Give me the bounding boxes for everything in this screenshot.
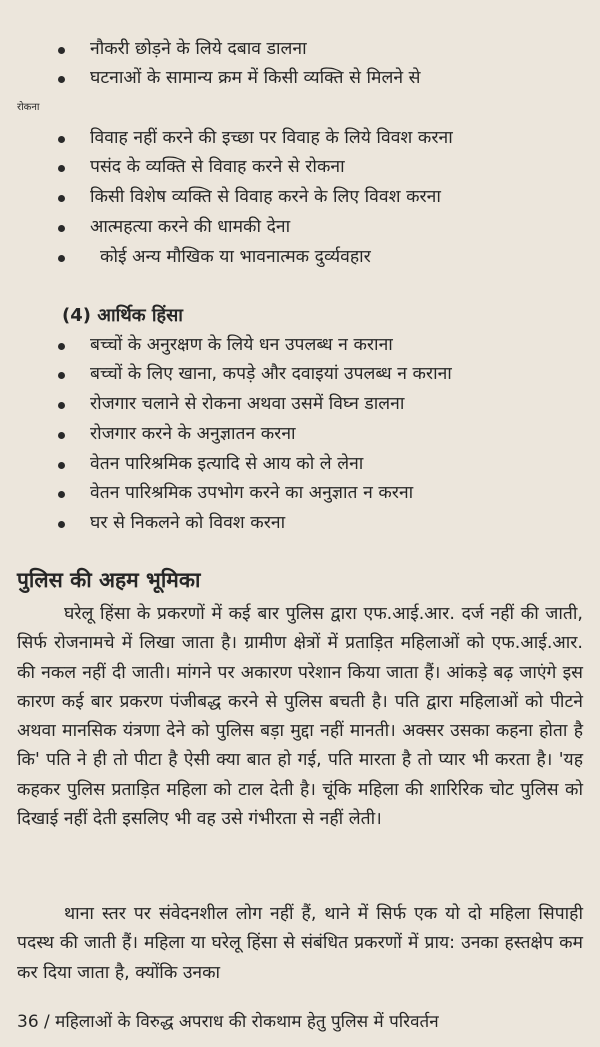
list-item <box>0 512 600 534</box>
list-item-text: वेतन पारिश्रमिक उपभोग करने का अनुज्ञात न करना <box>90 483 414 503</box>
list-item-text: आत्महत्या करने की धामकी देना <box>90 217 291 237</box>
list-item <box>0 156 600 178</box>
bullet-icon <box>58 343 65 350</box>
bullet-icon <box>58 195 65 202</box>
list-item <box>0 393 600 415</box>
list-item-text: रोजगार करने के अनुज्ञातन करना <box>90 424 296 444</box>
bullet-icon <box>58 47 65 54</box>
bullet-icon <box>58 255 65 262</box>
list-item-text: बच्चों के लिए खाना, कपड़े और दवाइयां उपलब्ध न कराना <box>90 364 452 384</box>
list-item-text: किसी विशेष व्यक्ति से विवाह करने के लिए विवश करना <box>90 187 441 207</box>
bullet-icon <box>58 432 65 439</box>
list-item <box>0 246 600 268</box>
bullet-icon <box>58 76 65 83</box>
list-item-text: नौकरी छोड़ने के लिये दबाव डालना <box>90 39 307 59</box>
list-item <box>0 216 600 238</box>
paragraph: थाना स्तर पर संवेदनशील लोग नहीं हैं, थाने में सिर्फ एक यो दो महिला सिपाही पदस्थ की जाती हैं। महिला या घरेलू हिंसा से संबंधित प्रकरणों में प्राय: उनका हस्तक्षेप कम कर दिया जाता है, क्योंकि उनका <box>17 904 583 983</box>
section-heading-police: पुलिस की अहम भूमिका <box>17 568 201 592</box>
list-item <box>0 334 600 356</box>
list-item-text: विवाह नहीं करने की इच्छा पर विवाह के लिये विवश करना <box>90 128 453 148</box>
page-footer: 36 / महिलाओं के विरुद्ध अपराध की रोकथाम हेतु पुलिस में परिवर्तन <box>17 1012 439 1032</box>
list-item-continuation: रोकना <box>17 102 40 113</box>
list-item-text: वेतन पारिश्रमिक इत्यादि से आय को ले लेना <box>90 454 364 474</box>
list-item <box>0 127 600 149</box>
section-heading: (4) आर्थिक हिंसा <box>62 305 183 326</box>
list-item <box>0 423 600 445</box>
bullet-icon <box>58 136 65 143</box>
list-item-text: कोई अन्य मौखिक या भावनात्मक दुर्व्यवहार <box>100 247 371 267</box>
bullet-icon <box>58 225 65 232</box>
list-item-text: घटनाओं के सामान्य क्रम में किसी व्यक्ति से मिलने से <box>90 68 421 88</box>
bullet-icon <box>58 372 65 379</box>
list-item-text: रोजगार चलाने से रोकना अथवा उसमें विघ्न डालना <box>90 394 405 414</box>
list-item-text: बच्चों के अनुरक्षण के लिये धन उपलब्ध न कराना <box>90 335 393 355</box>
list-item-text: पसंद के व्यक्ति से विवाह करने से रोकना <box>90 157 345 177</box>
paragraph: घरेलू हिंसा के प्रकरणों में कई बार पुलिस द्वारा एफ.आई.आर. दर्ज नहीं की जाती, सिर्फ रोजनामचे में लिखा जाता है। ग्रामीण क्षेत्रों में प्रताड़ित महिलाओं को एफ.आई.आर. की नकल नहीं दी जाती। मांगने पर अकारण परेशान किया जाता हैं। आंकड़े बढ़ जाएंगे इस कारण कई बार प्रकरण पंजीबद्ध करने से पुलिस बचती है। पति द्वारा महिलाओं को पीटने अथवा मानसिक यंत्रणा देने को पुलिस बड़ा मुद्दा नहीं मानती। अक्सर उसका कहना होता है कि' पति ने ही तो पीटा है ऐसी क्या बात हो गई, पति मारता है तो प्यार भी करता है। 'यह कहकर पुलिस प्रताड़ित महिला को टाल देती है। चूंकि महिला की शारिरिक चोट पुलिस को दिखाई नहीं देती इसलिए भी वह उसे गंभीरता से नहीं लेती। <box>17 604 583 830</box>
bullet-icon <box>58 165 65 172</box>
bullet-icon <box>58 402 65 409</box>
bullet-icon <box>58 521 65 528</box>
list-item <box>0 482 600 504</box>
list-item-text: घर से निकलने को विवश करना <box>90 513 286 533</box>
list-item <box>0 67 600 89</box>
bullet-icon <box>58 491 65 498</box>
list-item <box>0 186 600 208</box>
bullet-icon <box>58 462 65 469</box>
list-item <box>0 453 600 475</box>
list-item <box>0 38 600 60</box>
list-item <box>0 363 600 385</box>
